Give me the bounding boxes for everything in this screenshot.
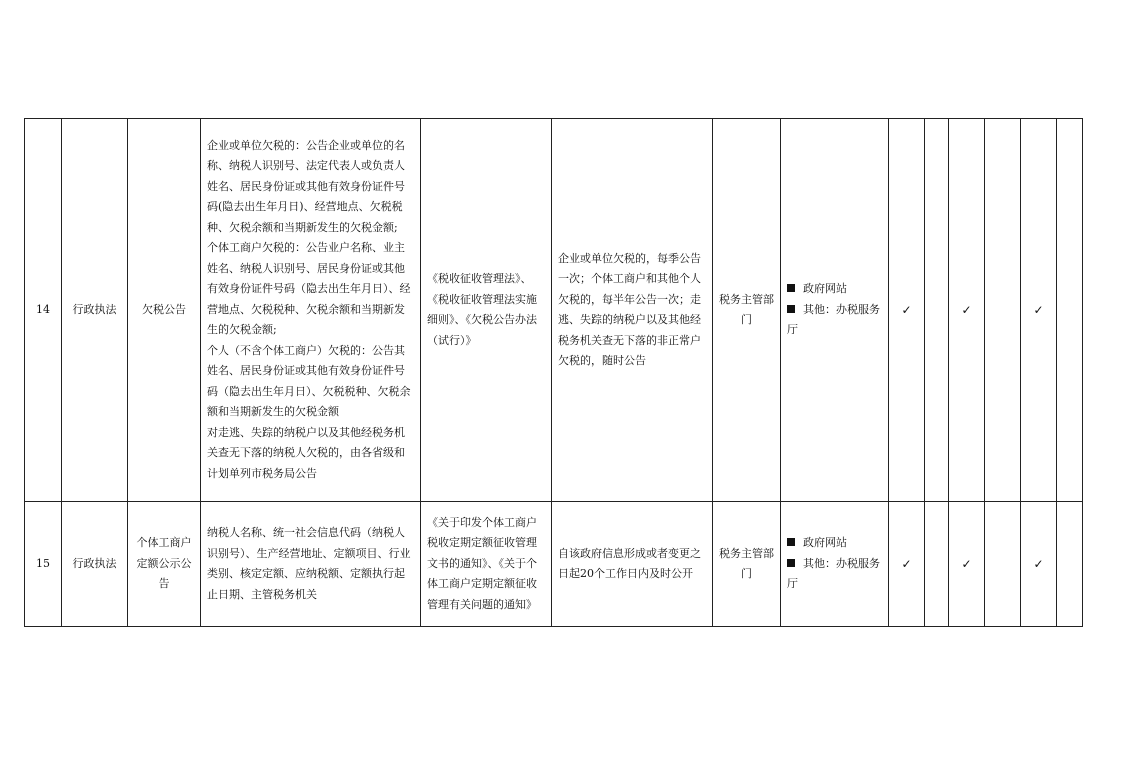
time-limit-cell [552,119,713,502]
channels-cell [781,119,889,502]
content-paragraph: 纳税人名称、统一社会信息代码（纳税人识别号）、生产经营地址、定额项目、行业类别、核定定额、应纳税额、定额执行起止日期、主管税务机关 [207,526,411,601]
content-paragraph: 对走逃、失踪的纳税户以及其他经税务机关查无下落的纳税人欠税的，由各省级和计划单列市税务局公告 [207,425,405,480]
empty-mark-cell [985,119,1021,502]
checkmark-icon: ✓ [949,502,985,627]
department-cell: 税务主管部门 [713,119,781,502]
basis-text: 《税收征收管理法》、《税收征收管理法实施细则》、《欠税公告办法（试行）》 [427,272,537,347]
channel-label: 政府网站 [803,282,847,296]
content-cell [201,119,421,502]
content-paragraph: 企业或单位欠税的：公告企业或单位的名称、纳税人识别号、法定代表人或负责人姓名、居民身份证或其他有效身份证件号码(隐去出生年月日)、经营地点、欠税税种、欠税余额和当期新发生的欠税金额; [207,138,405,234]
table-row [25,119,1083,502]
basis-text: 《关于印发个体工商户税收定期定额征收管理文书的通知》、《关于个体工商户定期定额征收管理有关问题的通知》 [427,515,537,611]
basis-cell [421,119,552,502]
checkmark-icon: ✓ [1021,119,1057,502]
empty-mark-cell [1057,502,1083,627]
empty-mark-cell [925,119,949,502]
time-limit-text: 企业或单位欠税的，每季公告一次；个体工商户和其他个人欠税的，每半年公告一次；走逃、失踪的纳税户以及其他经税务机关查无下落的非正常户欠税的，随时公告 [558,251,701,367]
content-cell [201,502,421,627]
row-number: 15 [25,502,62,627]
channels-cell [781,502,889,627]
content-paragraph: 个体工商户欠税的：公告业户名称、业主姓名、纳税人识别号、居民身份证或其他有效身份证件号码（隐去出生年月日）、经营地点、欠税税种、欠税余额和当期新发生的欠税金额; [207,241,411,337]
checkmark-icon: ✓ [889,119,925,502]
channel-label: 政府网站 [803,536,847,550]
channel-item [787,300,882,341]
item-cell: 个体工商户定额公示公告 [128,502,201,627]
channel-label: 其他：办税服务厅 [787,302,880,337]
empty-mark-cell [985,502,1021,627]
content-paragraph: 个人（不含个体工商户）欠税的：公告其姓名、居民身份证或其他有效身份证件号码（隐去出生年月日）、欠税税种、欠税余额和当期新发生的欠税金额 [207,343,411,419]
checkmark-icon: ✓ [889,502,925,627]
time-limit-cell [552,502,713,627]
time-limit-text: 自该政府信息形成或者变更之日起20个工作日内及时公开 [558,546,701,580]
category-cell: 行政执法 [62,502,128,627]
checkmark-icon: ✓ [949,119,985,502]
square-bullet-icon [787,284,795,292]
checkmark-icon: ✓ [1021,502,1057,627]
table-row [25,502,1083,627]
channel-label: 其他：办税服务厅 [787,556,880,591]
row-number: 14 [25,119,62,502]
square-bullet-icon [787,538,795,546]
item-cell: 欠税公告 [128,119,201,502]
department-cell: 税务主管部门 [713,502,781,627]
disclosure-table [24,118,1083,627]
basis-cell [421,502,552,627]
square-bullet-icon [787,305,795,313]
square-bullet-icon [787,559,795,567]
channel-item [787,279,882,300]
category-cell: 行政执法 [62,119,128,502]
channel-item [787,554,882,595]
channel-item [787,533,882,554]
empty-mark-cell [925,502,949,627]
empty-mark-cell [1057,119,1083,502]
